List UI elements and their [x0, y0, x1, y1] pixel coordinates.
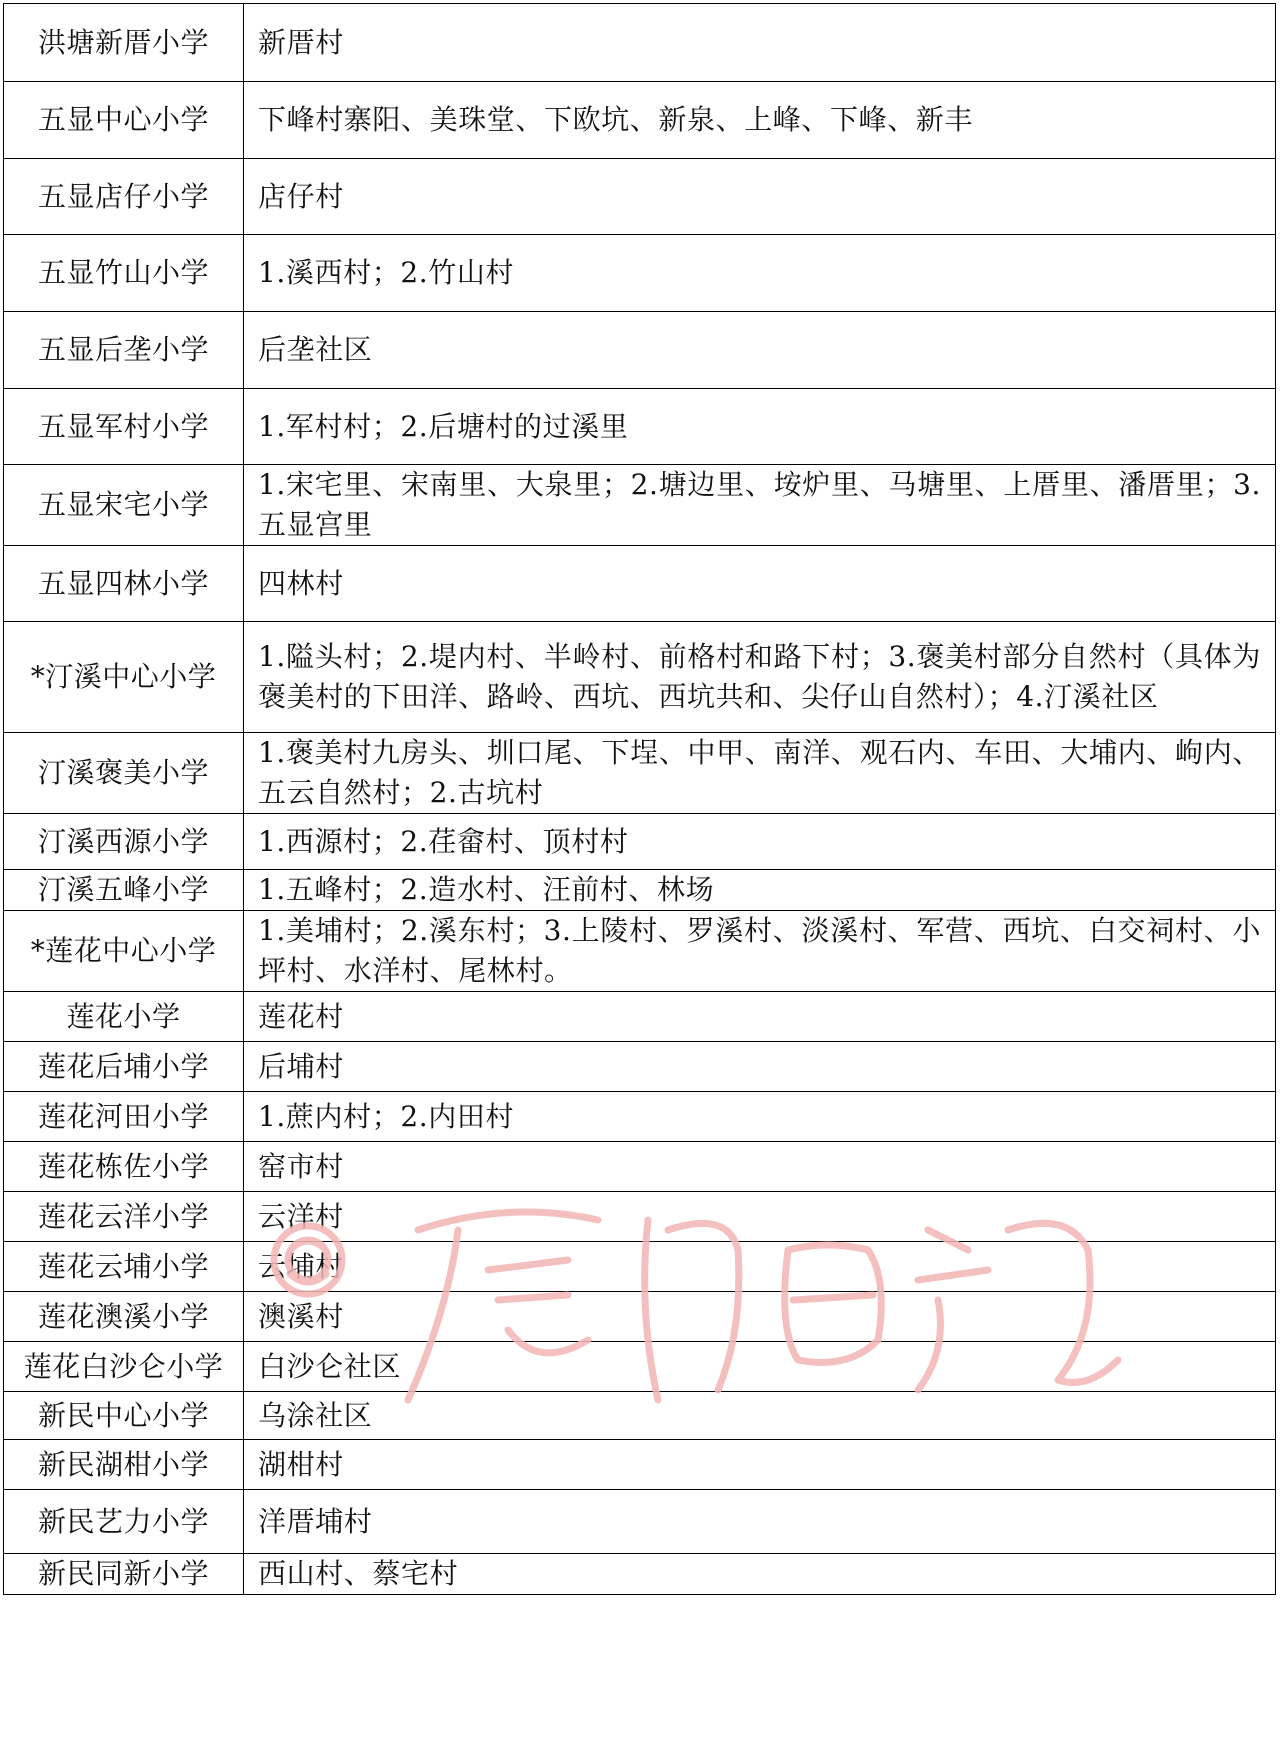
school-name-cell: 新民湖柑小学 — [4, 1440, 244, 1490]
school-name-cell: 新民同新小学 — [4, 1554, 244, 1595]
table-row — [4, 159, 1276, 235]
table-row — [4, 911, 1276, 992]
school-name-cell: 五显后垄小学 — [4, 312, 244, 389]
table-row — [4, 235, 1276, 312]
table-row — [4, 4, 1276, 82]
enrollment-area-cell: 后垄社区 — [244, 312, 1276, 389]
school-name-cell: 莲花白沙仑小学 — [4, 1342, 244, 1392]
table-row — [4, 814, 1276, 870]
enrollment-area-cell: 白沙仑社区 — [244, 1342, 1276, 1392]
table-row — [4, 1092, 1276, 1142]
enrollment-area-cell: 1.军村村；2.后塘村的过溪里 — [244, 389, 1276, 465]
table-row — [4, 1490, 1276, 1554]
table-row — [4, 1342, 1276, 1392]
school-name-cell: *汀溪中心小学 — [4, 622, 244, 733]
enrollment-area-cell: 1.蔗内村；2.内田村 — [244, 1092, 1276, 1142]
table-row — [4, 1042, 1276, 1092]
school-name-cell: 莲花云洋小学 — [4, 1192, 244, 1242]
enrollment-area-cell: 窑市村 — [244, 1142, 1276, 1192]
school-name-cell: 五显竹山小学 — [4, 235, 244, 312]
enrollment-area-cell: 1.褒美村九房头、圳口尾、下埕、中甲、南洋、观石内、车田、大埔内、岣内、五云自然村；2.古坑村 — [244, 733, 1276, 814]
table-row — [4, 870, 1276, 911]
school-name-cell: 五显中心小学 — [4, 82, 244, 159]
school-name-cell: 莲花栋佐小学 — [4, 1142, 244, 1192]
school-name-cell: 新民中心小学 — [4, 1392, 244, 1440]
table-row — [4, 1192, 1276, 1242]
school-name-cell: 莲花小学 — [4, 992, 244, 1042]
school-name-cell: 莲花河田小学 — [4, 1092, 244, 1142]
school-name-cell: 五显军村小学 — [4, 389, 244, 465]
school-name-cell: 莲花后埔小学 — [4, 1042, 244, 1092]
school-district-table — [3, 3, 1276, 1595]
enrollment-area-cell: 1.西源村；2.荏畲村、顶村村 — [244, 814, 1276, 870]
school-name-cell: 汀溪褒美小学 — [4, 733, 244, 814]
school-name-cell: 洪塘新厝小学 — [4, 4, 244, 82]
enrollment-area-cell: 1.美埔村；2.溪东村；3.上陵村、罗溪村、淡溪村、军营、西坑、白交祠村、小坪村、水洋村、尾林村。 — [244, 911, 1276, 992]
school-name-cell: 五显四林小学 — [4, 546, 244, 622]
enrollment-area-cell: 云洋村 — [244, 1192, 1276, 1242]
enrollment-area-cell: 云埔村 — [244, 1242, 1276, 1292]
table-row — [4, 733, 1276, 814]
enrollment-area-cell: 1.五峰村；2.造水村、汪前村、林场 — [244, 870, 1276, 911]
school-name-cell: 莲花云埔小学 — [4, 1242, 244, 1292]
enrollment-area-cell: 后埔村 — [244, 1042, 1276, 1092]
school-name-cell: 五显店仔小学 — [4, 159, 244, 235]
enrollment-area-cell: 下峰村寨阳、美珠堂、下欧坑、新泉、上峰、下峰、新丰 — [244, 82, 1276, 159]
table-row — [4, 546, 1276, 622]
table-row — [4, 312, 1276, 389]
school-name-cell: *莲花中心小学 — [4, 911, 244, 992]
table-row — [4, 389, 1276, 465]
enrollment-area-cell: 莲花村 — [244, 992, 1276, 1042]
table-row — [4, 1440, 1276, 1490]
table-row — [4, 1242, 1276, 1292]
table-body — [4, 4, 1276, 1595]
enrollment-area-cell: 新厝村 — [244, 4, 1276, 82]
table-row — [4, 992, 1276, 1042]
table-row — [4, 622, 1276, 733]
enrollment-area-cell: 1.宋宅里、宋南里、大泉里；2.塘边里、垵炉里、马塘里、上厝里、潘厝里；3.五显宫里 — [244, 465, 1276, 546]
table-row — [4, 82, 1276, 159]
enrollment-area-cell: 澳溪村 — [244, 1292, 1276, 1342]
table-row — [4, 465, 1276, 546]
table-row — [4, 1554, 1276, 1595]
enrollment-area-cell: 1.隘头村；2.堤内村、半岭村、前格村和路下村；3.褒美村部分自然村（具体为褒美村的下田洋、路岭、西坑、西坑共和、尖仔山自然村）；4.汀溪社区 — [244, 622, 1276, 733]
enrollment-area-cell: 1.溪西村；2.竹山村 — [244, 235, 1276, 312]
school-name-cell: 五显宋宅小学 — [4, 465, 244, 546]
enrollment-area-cell: 湖柑村 — [244, 1440, 1276, 1490]
enrollment-area-cell: 洋厝埔村 — [244, 1490, 1276, 1554]
enrollment-area-cell: 西山村、蔡宅村 — [244, 1554, 1276, 1595]
enrollment-area-cell: 四林村 — [244, 546, 1276, 622]
document-page — [3, 3, 1276, 1595]
school-name-cell: 汀溪五峰小学 — [4, 870, 244, 911]
table-row — [4, 1142, 1276, 1192]
table-row — [4, 1292, 1276, 1342]
school-name-cell: 新民艺力小学 — [4, 1490, 244, 1554]
enrollment-area-cell: 乌涂社区 — [244, 1392, 1276, 1440]
school-name-cell: 汀溪西源小学 — [4, 814, 244, 870]
table-row — [4, 1392, 1276, 1440]
school-name-cell: 莲花澳溪小学 — [4, 1292, 244, 1342]
enrollment-area-cell: 店仔村 — [244, 159, 1276, 235]
